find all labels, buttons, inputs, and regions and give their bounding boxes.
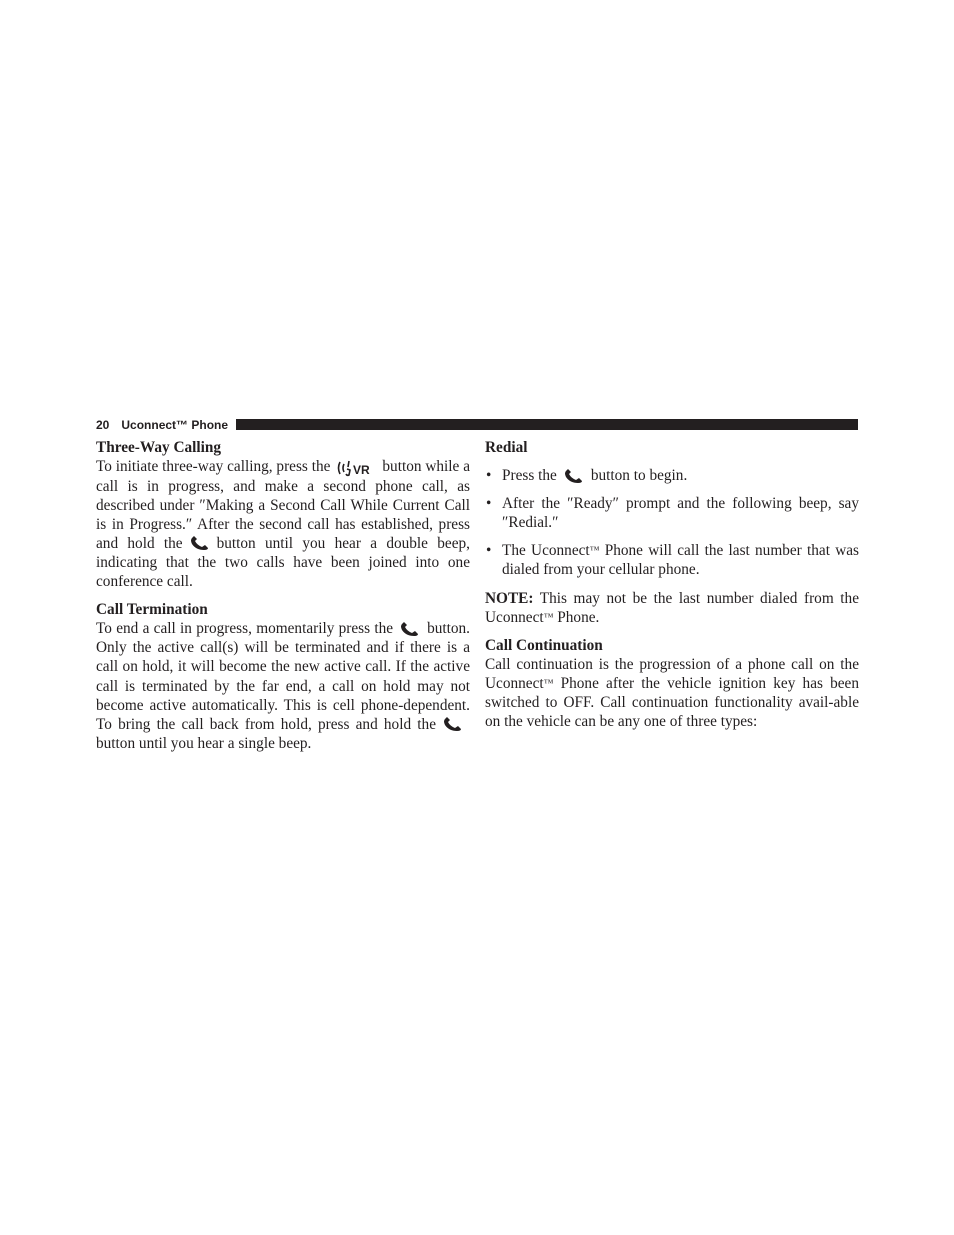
list-item: • The Uconnect™ Phone will call the last number that was dialed from your cellular phone. xyxy=(486,542,859,579)
phone-icon xyxy=(563,469,585,485)
left-column xyxy=(96,438,470,753)
section-title: Uconnect™ Phone xyxy=(121,417,229,432)
voice-recognition-icon xyxy=(336,459,376,477)
heading-call-continuation: Call Continuation xyxy=(485,636,603,654)
page-number: 20 xyxy=(96,417,110,432)
voice-icon-label: VR xyxy=(353,462,371,477)
phone-icon xyxy=(442,717,464,733)
paragraph-call-continuation: Call continuation is the progression of a phone call on the Uconnect™ Phone after the vehicle ignition key has been switched to OFF. Call continuation functionality avail-able on the vehicle can be any one of three types: xyxy=(485,655,859,731)
list-item: • After the ″Ready″ prompt and the following beep, say ″Redial.″ xyxy=(486,495,859,532)
paragraph-three-way-calling: To initiate three-way calling, press the VR button while a call is in progress, and make a second phone call, as described under ″Making a Second Call While Current Call is in Progress.″ After the second call has established, press and hold the button until you hear a double beep, indicating that the two calls have been joined into one conference call. xyxy=(96,458,470,591)
note-label: NOTE: xyxy=(485,589,534,607)
note-paragraph: NOTE: This may not be the last number dialed from the Uconnect™ Phone. xyxy=(485,589,859,626)
paragraph-call-termination: To end a call in progress, momentarily press the button. Only the active call(s) will be terminated and if there is a call on hold, it will become the new active call. If the active call is terminated by the far end, a call on hold may not become active automatically. This is cell phone-dependent. To bring the call back from hold, press and hold thebutton until you hear a single beep. xyxy=(96,620,470,752)
heading-call-termination: Call Termination xyxy=(96,601,208,619)
list-item: • Press the button to begin. xyxy=(486,467,688,485)
phone-icon xyxy=(189,536,211,552)
redial-list xyxy=(485,466,859,579)
page-header xyxy=(96,417,858,432)
phone-icon xyxy=(399,622,421,638)
heading-three-way-calling: Three-Way Calling xyxy=(96,439,222,456)
header-bar xyxy=(236,419,858,430)
heading-redial: Redial xyxy=(485,439,528,456)
right-column xyxy=(485,438,859,731)
